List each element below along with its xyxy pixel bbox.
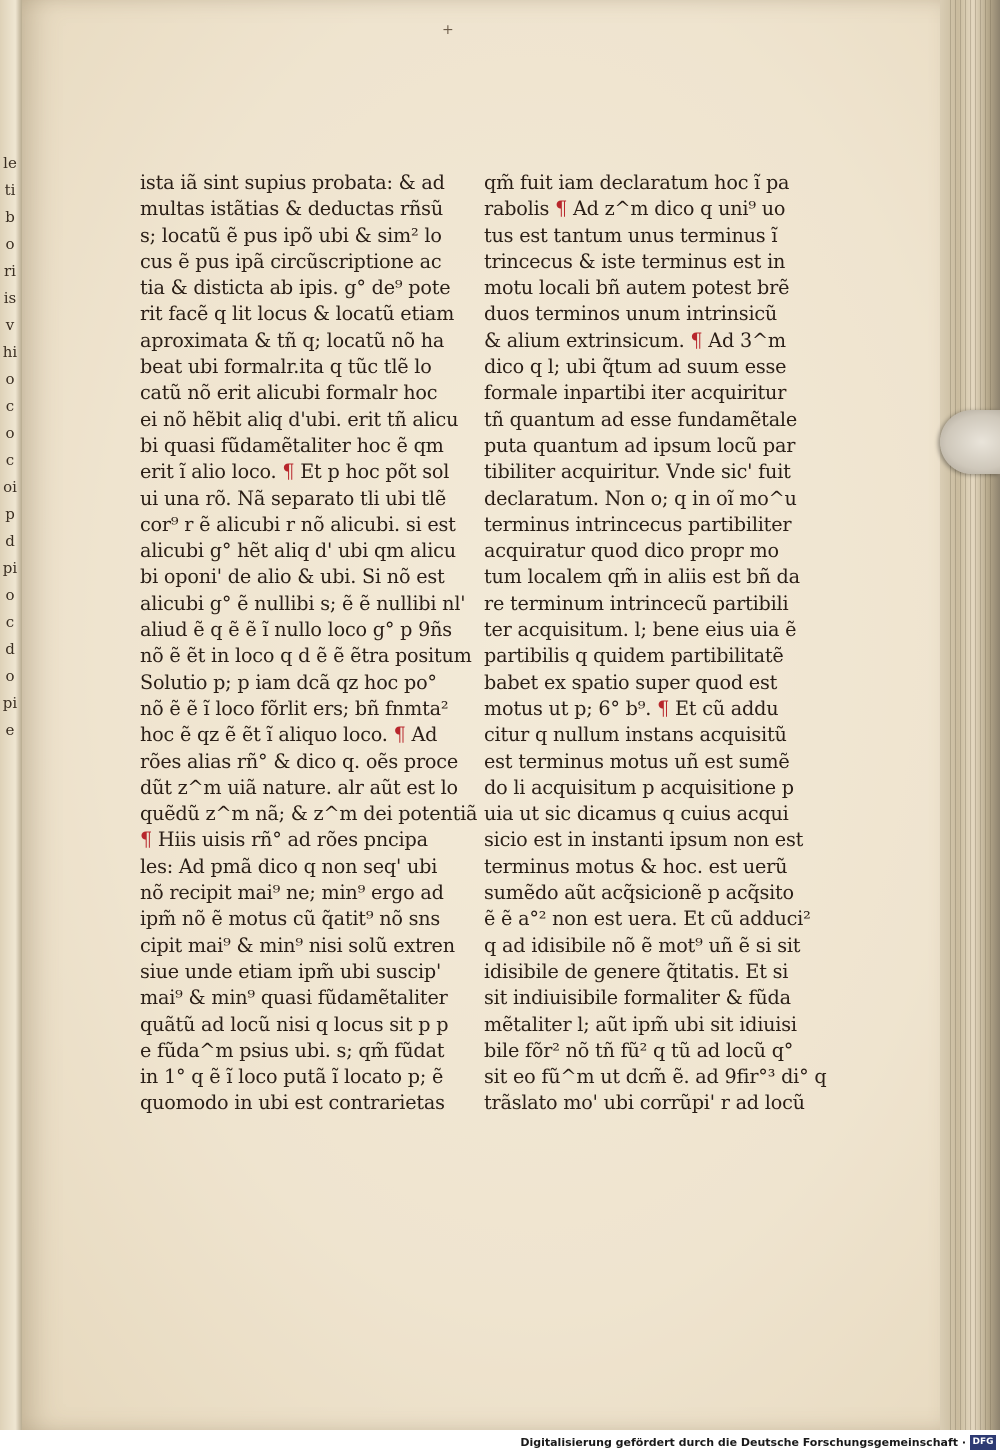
digitization-footer xyxy=(0,1430,1000,1453)
text-line: do li acquisitum p acquisitione p xyxy=(484,775,794,799)
text-line: duos terminos unum intrinsicũ xyxy=(484,302,778,326)
text-line: Solutio p; p iam dcã qz hoc po° xyxy=(140,670,437,694)
page-edge-lines xyxy=(950,0,994,1430)
text-line: nõ ẽ ẽ ĩ loco fõrlit ers; bñ fnmta² xyxy=(140,696,449,720)
text-column-left xyxy=(140,170,478,1117)
text-line: mai⁹ & min⁹ quasi fũdamẽtaliter xyxy=(140,986,448,1010)
text-line: acquiratur quod dico propr mo xyxy=(484,539,779,563)
text-line: citur q nullum instans acquisitũ xyxy=(484,723,787,747)
text-line: trincecus & iste terminus est in xyxy=(484,249,786,273)
text-line: bi quasi fũdamẽtaliter hoc ẽ qm xyxy=(140,433,444,457)
text-line: partibilis q quidem partibilitatẽ xyxy=(484,644,784,668)
text-line: idisibile de genere q̃titatis. Et si xyxy=(484,959,789,983)
book-clip-tab xyxy=(940,410,1000,474)
dfg-logo: DFG xyxy=(970,1435,996,1450)
text-line: cor⁹ r ẽ alicubi r nõ alicubi. si est xyxy=(140,512,456,536)
text-line: catũ nõ erit alicubi formalr hoc xyxy=(140,381,438,405)
text-line: mẽtaliter l; aũt ipm̃ ubi sit idiuisi xyxy=(484,1012,797,1036)
text-line: ¶ Hiis uisis rñ° ad rões pncipa xyxy=(140,828,428,852)
manuscript-page xyxy=(22,0,952,1430)
footer-credit: Digitalisierung gefördert durch die Deutsche Forschungsgemeinschaft · xyxy=(520,1436,966,1449)
text-line: ter acquisitum. l; bene eius uia ẽ xyxy=(484,618,797,642)
text-line: sit eo fũ^m ut dcm̃ ẽ. ad 9fir°³ di° q xyxy=(484,1065,827,1089)
text-line: formale inpartibi iter acquiritur xyxy=(484,381,787,405)
rubric-mark: ¶ xyxy=(555,197,568,221)
text-line: motu locali bñ autem potest brẽ xyxy=(484,276,790,300)
text-line: tum localem qm̃ in aliis est bñ da xyxy=(484,565,800,589)
text-line: rit facẽ q lit locus & locatũ etiam xyxy=(140,302,455,326)
facing-page-glyphs: letiboriisvhiococoipdpiocdopie xyxy=(2,154,18,739)
rubric-mark: ¶ xyxy=(393,723,406,747)
text-line: aliud ẽ q ẽ ẽ ĩ nullo loco g° p 9ñs xyxy=(140,618,452,642)
text-line: sumẽdo aũt acq̃sicionẽ p acq̃sito xyxy=(484,881,794,905)
rubric-mark: ¶ xyxy=(690,328,703,352)
text-line: uia ut sic dicamus q cuius acqui xyxy=(484,802,789,826)
text-line: ui una rõ. Nã separato tli ubi tlẽ xyxy=(140,486,447,510)
text-line: nõ recipit mai⁹ ne; min⁹ ergo ad xyxy=(140,881,444,905)
text-line: multas istãtias & deductas rñsũ xyxy=(140,197,443,221)
text-line: re terminum intrincecũ partibili xyxy=(484,591,789,615)
text-line: q ad idisibile nõ ẽ mot⁹ uñ ẽ si sit xyxy=(484,933,801,957)
text-line: ẽ ẽ a°² non est uera. Et cũ adduci² xyxy=(484,907,811,931)
text-line: bi oponi' de alio & ubi. Si nõ est xyxy=(140,565,445,589)
text-line: erit ĩ alio loco. ¶ Et p hoc põt sol xyxy=(140,460,450,484)
text-line: beat ubi formalr.ita q tũc tlẽ lo xyxy=(140,355,432,379)
text-line: tñ quantum ad esse fundamẽtale xyxy=(484,407,798,431)
text-line: terminus intrincecus partibiliter xyxy=(484,512,792,536)
text-line: s; locatũ ẽ pus ipõ ubi & sim² lo xyxy=(140,223,442,247)
text-line: siue unde etiam ipm̃ ubi suscip' xyxy=(140,959,442,983)
text-line: puta quantum ad ipsum locũ par xyxy=(484,433,796,457)
text-line: quãtũ ad locũ nisi q locus sit p p xyxy=(140,1012,449,1036)
text-line: alicubi g° hẽt aliq d' ubi qm alicu xyxy=(140,539,456,563)
text-line: nõ ẽ ẽt in loco q d ẽ ẽ ẽtra positum xyxy=(140,644,472,668)
text-line: motus ut p; 6° b⁹. ¶ Et cũ addu xyxy=(484,696,779,720)
text-line: quomodo in ubi est contrarietas xyxy=(140,1091,445,1115)
text-line: alicubi g° ẽ nullibi s; ẽ ẽ nullibi nl' xyxy=(140,591,466,615)
text-line: ipm̃ nõ ẽ motus cũ q̃atit⁹ nõ sns xyxy=(140,907,441,931)
text-line: quẽdũ z^m nã; & z^m dei potentiã xyxy=(140,802,478,826)
text-line: sit indiuisibile formaliter & fũda xyxy=(484,986,791,1010)
text-line: rões alias rñ° & dico q. oẽs proce xyxy=(140,749,458,773)
text-line: ei nõ hẽbit aliq d'ubi. erit tñ alicu xyxy=(140,407,459,431)
text-line: cipit mai⁹ & min⁹ nisi solũ extren xyxy=(140,933,455,957)
text-line: bile fõr² nõ tñ fũ² q tũ ad locũ q° xyxy=(484,1038,794,1062)
text-line: dũt z^m uiã nature. alr aũt est lo xyxy=(140,775,458,799)
text-line: tia & disticta ab ipis. g° de⁹ pote xyxy=(140,276,451,300)
text-column-right xyxy=(484,170,827,1117)
text-line: declaratum. Non o; q in oĩ mo^u xyxy=(484,486,797,510)
text-line: dico q l; ubi q̃tum ad suum esse xyxy=(484,355,787,379)
text-line: ista iã sint supius probata: & ad xyxy=(140,171,445,194)
text-line: hoc ẽ qz ẽ ẽt ĩ aliquo loco. ¶ Ad xyxy=(140,723,438,747)
text-line: cus ẽ pus ipã circũscriptione ac xyxy=(140,249,442,273)
text-line: qm̃ fuit iam declaratum hoc ĩ pa xyxy=(484,171,790,194)
text-line: terminus motus & hoc. est uerũ xyxy=(484,854,788,878)
facing-page-edge xyxy=(0,0,22,1430)
rubric-mark: ¶ xyxy=(657,696,670,720)
text-line: & alium extrinsicum. ¶ Ad 3^m xyxy=(484,328,786,352)
text-line: rabolis ¶ Ad z^m dico q uni⁹ uo xyxy=(484,197,786,221)
rubric-mark: ¶ xyxy=(282,460,295,484)
book-fore-edge xyxy=(940,0,1000,1430)
page-top-mark: + xyxy=(442,22,454,38)
text-line: in 1° q ẽ ĩ loco putã ĩ locato p; ẽ xyxy=(140,1065,444,1089)
text-line: trãslato mo' ubi corrũpi' r ad locũ xyxy=(484,1091,805,1115)
text-line: sicio est in instanti ipsum non est xyxy=(484,828,804,852)
text-line: est terminus motus uñ est sumẽ xyxy=(484,749,790,773)
text-line: tibiliter acquiritur. Vnde sic' fuit xyxy=(484,460,791,484)
rubric-mark: ¶ xyxy=(140,828,153,852)
text-line: e fũda^m psius ubi. s; qm̃ fũdat xyxy=(140,1038,445,1062)
text-line: babet ex spatio super quod est xyxy=(484,670,778,694)
text-line: les: Ad pmã dico q non seq' ubi xyxy=(140,854,438,878)
text-line: aproximata & tñ q; locatũ nõ ha xyxy=(140,328,445,352)
text-line: tus est tantum unus terminus ĩ xyxy=(484,223,778,247)
